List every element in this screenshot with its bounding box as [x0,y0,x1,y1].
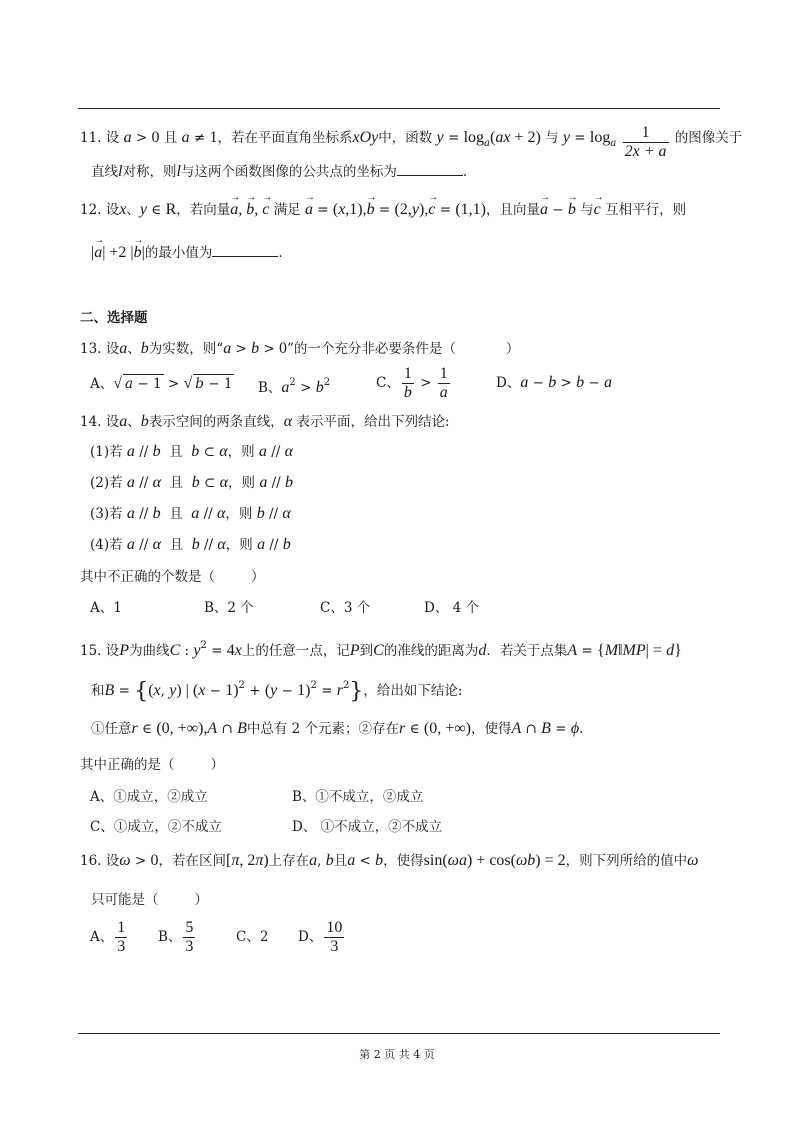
q15-line3: ①任意r ∈ (0, +∞),A ∩ B中总有 2 个元素；②存在r ∈ (0, +∞)，使得A ∩ B = ϕ. [91,720,584,737]
q12-line1: 12. 设x、y ∈ R，若向量→ a, → b, → c 满足 → a = (x,1),→ b = (2,y),→ c = (1,1)，且向量→ a − → b 与→ c 互相平行，则 [80,201,686,219]
q13-stem: 13. 设a、b为实数，则“a > b > 0”的一个充分非必要条件是（ ） [80,340,520,357]
q13-option-d: D、a − b > b − a [496,374,613,391]
q14-item-4: (4)若 a // α 且 b // α，则 a // b [90,536,291,553]
q13-option-a: A、√ a − 1 > √ b − 1 [90,375,233,392]
q14-option-b: B、2 个 [204,600,254,616]
q14-number: 14. [80,414,102,430]
q11-number: 11. [80,130,102,146]
q15-number: 15. [80,643,102,659]
q16-option-a: A、 $\frac{1}{3}$ [90,919,126,955]
page-footer: 第 2 页 共 4 页 [359,1048,435,1061]
q16-number: 16. [80,853,102,869]
q14-option-c: C、3 个 [320,600,371,616]
q14-stem: 14. 设a、b表示空间的两条直线，α 表示平面，给出下列结论: [80,413,450,430]
q16-option-c: C、2 [236,929,269,945]
q14-item-2: (2)若 a // α 且 b ⊂ α，则 a // b [90,474,293,491]
q14-item-3: (3)若 a // b 且 a // α，则 b // α [90,505,291,522]
q16-line1: 16. 设ω > 0，若在区间[π, 2π)上存在a, b且a < b，使得sin(ωa) + cos(ωb) = 2，则下列所给的值中ω [80,852,699,869]
q11-line1: 11. 设 a > 0 且 a ≠ 1，若在平面直角坐标系xOy中，函数 $y = \log_a(ax + 2)$ 与 $y = \log_a$ $\frac{1}{2x + a}$ 的图像关于 [80,124,743,160]
q11-line2: 直线l对称，则l与这两个函数图像的公共点的坐标为 . [91,163,468,180]
q15-option-d: D、 ①不成立，②不成立 [292,819,443,835]
q13-options [90,365,710,401]
q14-question: 其中不正确的个数是（ ） [80,569,265,585]
q15-option-c: C、①成立，②不成立 [90,819,222,835]
q14-option-a: A、1 [90,600,122,616]
q13-option-b: B、$a^2 > b^2$ [258,377,331,396]
section-title: 二、选择题 [80,310,148,326]
q12-answer-blank [212,244,278,257]
footer-rule [78,1033,720,1034]
q16-options [90,919,690,959]
q16-option-d: D、 $\frac{10}{3}$ [298,919,343,955]
q14-item-1: (1)若 a // b 且 b ⊂ α，则 a // α [90,443,293,460]
q15-line2: 和B = {(x, y) | $(x - 1)^2 + (y - 1)^2 = r^2$}，给出如下结论: [91,679,463,704]
header-rule [78,108,720,109]
q15-question: 其中正确的是（ ） [80,757,224,773]
q13-option-c: C、 $\frac{1}{b}$ > $\frac{1}{a}$ [376,365,448,401]
q15-line1: 15. 设P为曲线C : $y^2 = 4x$上的任意一点，记P到C的准线的距离为d．若关于点集A = {M‖MP| = d} [80,640,682,659]
q11-fraction: $\frac{1}{2x + a}$ [624,124,667,160]
q11-answer-blank [397,163,463,176]
q16-option-b: B、 $\frac{5}{3}$ [158,919,194,955]
q13-number: 13. [80,341,102,357]
q14-option-d: D、 4 个 [424,600,479,616]
q12-line2: |→ a| +2 |→ b|的最小值为 . [91,244,283,262]
q12-number: 12. [80,202,102,218]
q16-line2: 只可能是（ ） [91,892,208,908]
q15-option-b: B、①不成立，②成立 [292,789,424,805]
q15-option-a: A、①成立，②成立 [90,789,208,805]
